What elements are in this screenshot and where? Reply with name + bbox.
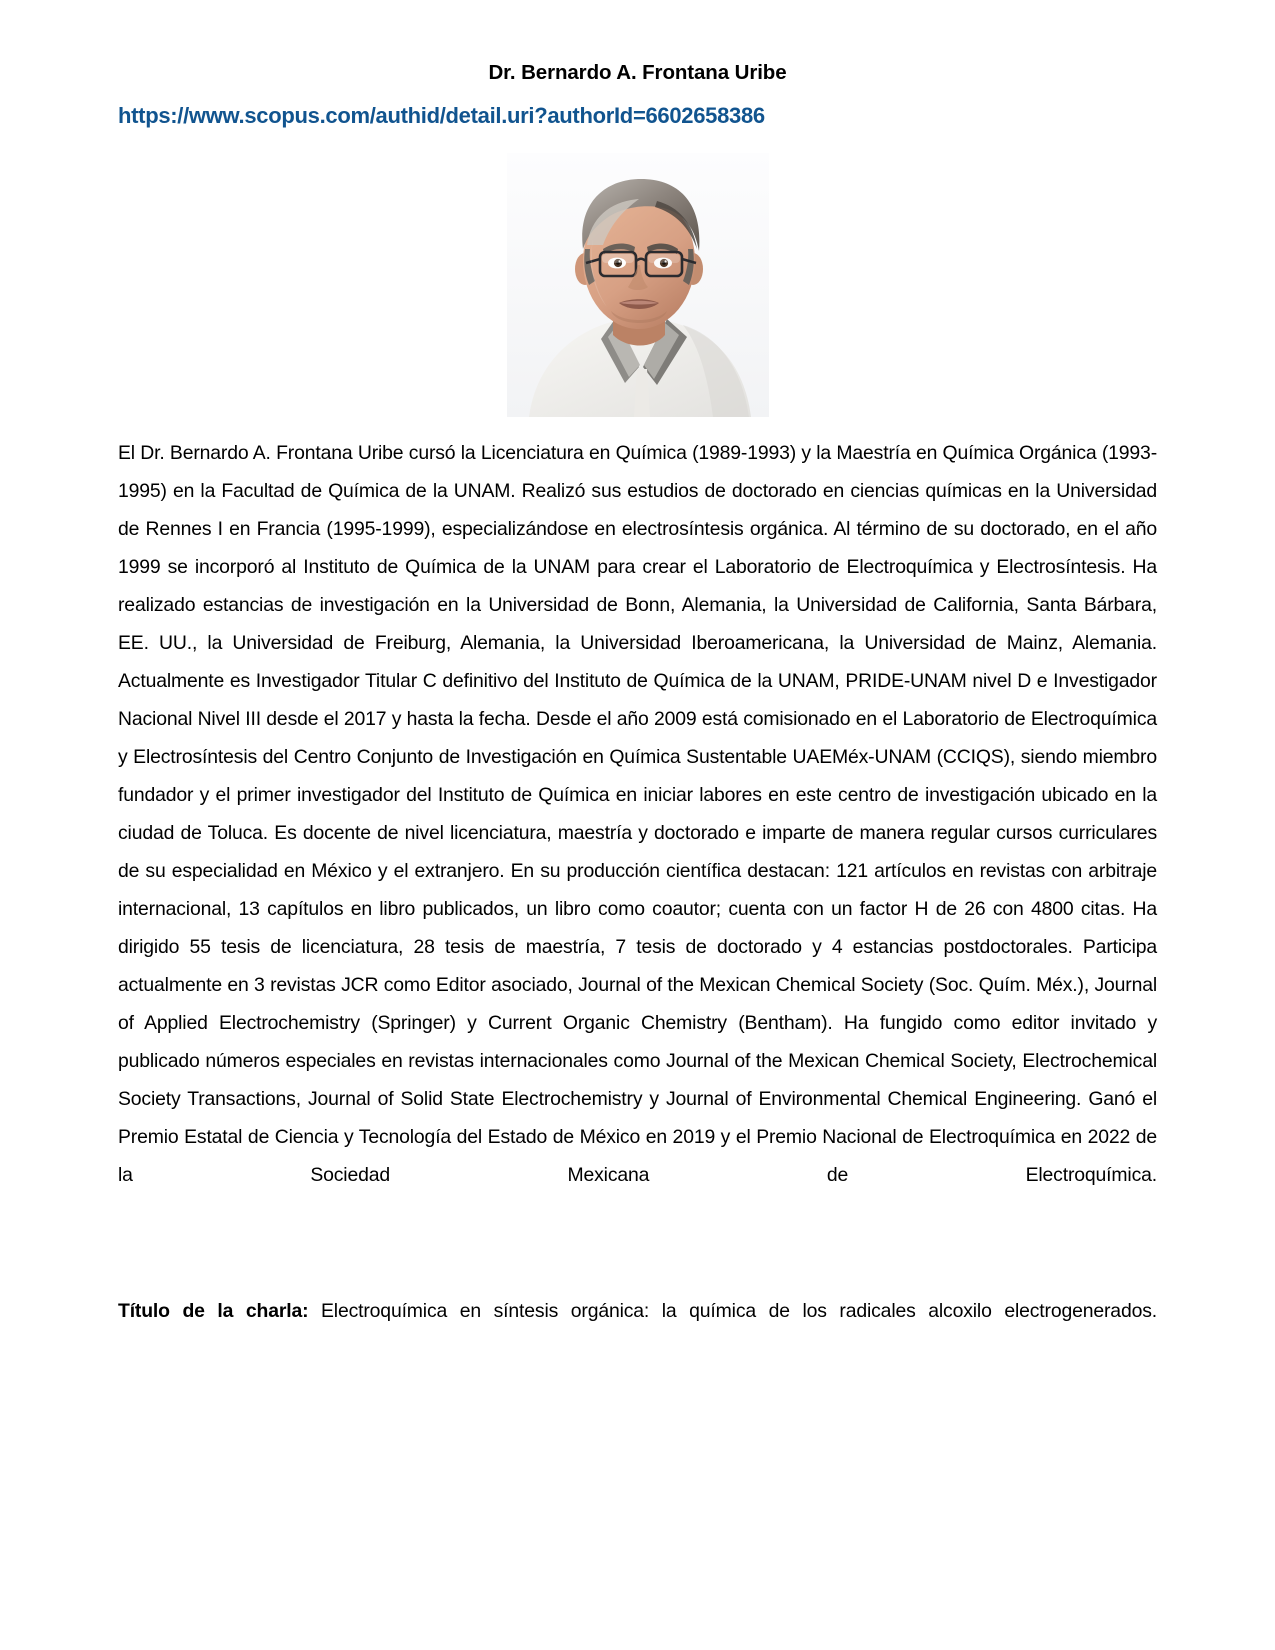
page-title: Dr. Bernardo A. Frontana Uribe: [488, 61, 787, 84]
talk-title-block: [118, 1232, 1157, 1368]
portrait-photo-container: [118, 153, 1157, 417]
profile-url-line: [118, 86, 1157, 129]
talk-title-label: Título de la charla:: [118, 1299, 309, 1322]
scopus-profile-link[interactable]: https://www.scopus.com/authid/detail.uri?authorId=6602658386: [118, 102, 765, 128]
portrait-photo: [507, 153, 769, 417]
portrait-illustration: [507, 153, 769, 417]
biography-paragraph: El Dr. Bernardo A. Frontana Uribe cursó la Licenciatura en Química (1989-1993) y la Maestría en Química Orgánica (1993-1995) en la Facultad de Química de la UNAM. Realizó sus estudios de doctorado en ciencias químicas en la Universidad de Rennes I en Francia (1995-1999), especializándose en electrosíntesis orgánica. Al término de su doctorado, en el año 1999 se incorporó al Instituto de Química de la UNAM para crear el Laboratorio de Electroquímica y Electrosíntesis. Ha realizado estancias de investigación en la Universidad de Bonn, Alemania, la Universidad de California, Santa Bárbara, EE. UU., la Universidad de Freiburg, Alemania, la Universidad Iberoamericana, la Universidad de Mainz, Alemania. Actualmente es Investigador Titular C definitivo del Instituto de Química de la UNAM, PRIDE-UNAM nivel D e Investigador Nacional Nivel III desde el 2017 y hasta la fecha. Desde el año 2009 está comisionado en el Laboratorio de Electroquímica y Electrosíntesis del Centro Conjunto de Investigación en Química Sustentable UAEMéx-UNAM (CCIQS), siendo miembro fundador y el primer investigador del Instituto de Química en iniciar labores en este centro de investigación ubicado en la ciudad de Toluca. Es docente de nivel licenciatura, maestría y doctorado e imparte de manera regular cursos curriculares de su especialidad en México y el extranjero. En su producción científica destacan: 121 artículos en revistas con arbitraje internacional, 13 capítulos en libro publicados, un libro como coautor; cuenta con un factor H de 26 con 4800 citas. Ha dirigido 55 tesis de licenciatura, 28 tesis de maestría, 7 tesis de doctorado y 4 estancias postdoctorales. Participa actualmente en 3 revistas JCR como Editor asociado, Journal of the Mexican Chemical Society (Soc. Quím. Méx.), Journal of Applied Electrochemistry (Springer) y Current Organic Chemistry (Bentham). Ha fungido como editor invitado y publicado números especiales en revistas internacionales como Journal of the Mexican Chemical Society, Electrochemical Society Transactions, Journal of Solid State Electrochemistry y Journal of Environmental Chemical Engineering. Ganó el Premio Estatal de Ciencia y Tecnología del Estado de México en 2019 y el Premio Nacional de Electroquímica en 2022 de la Sociedad Mexicana de Electroquímica.: [118, 441, 1157, 1186]
talk-title-value: Electroquímica en síntesis orgánica: la química de los radicales alcoxilo electrogenerados.: [308, 1299, 1157, 1322]
document-content: [118, 0, 1157, 1368]
